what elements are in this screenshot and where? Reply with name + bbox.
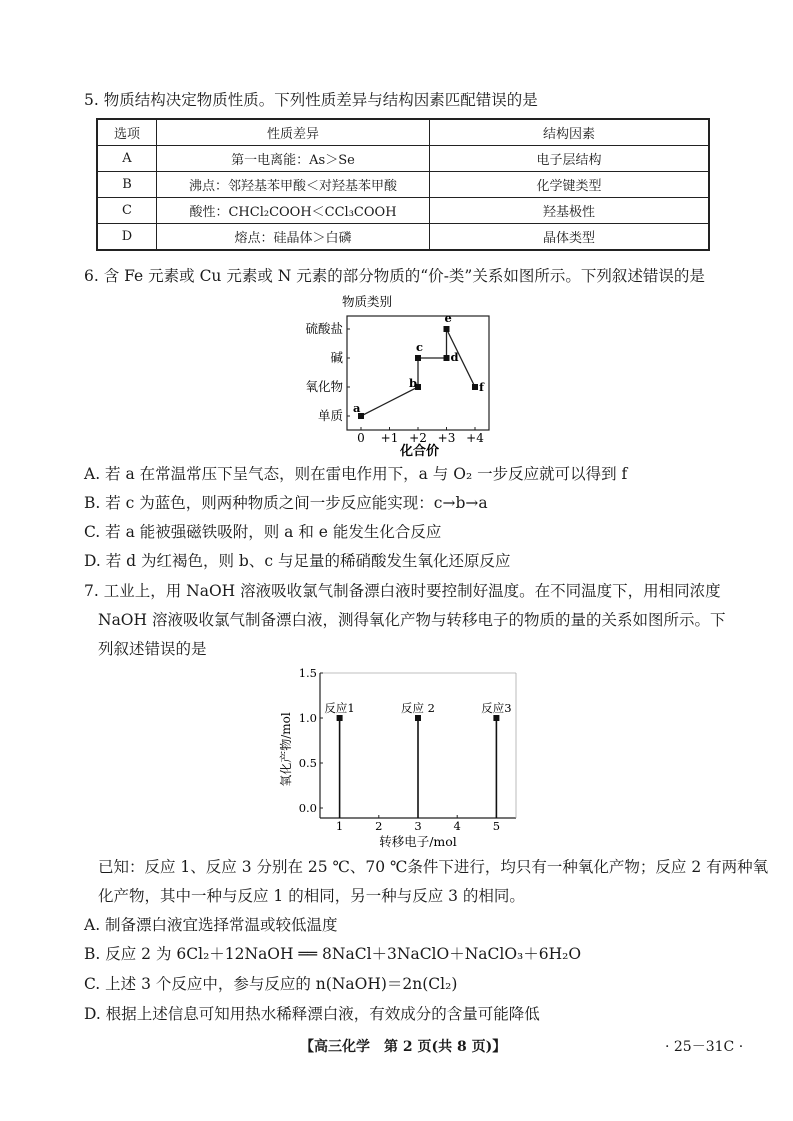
x-tick-label: 1 <box>335 819 344 833</box>
x-tick-label: 5 <box>492 819 501 833</box>
q6-option-a: A. 若 a 在常温常压下呈气态，则在雷电作用下，a 与 O₂ 一步反应就可以得到 f <box>84 465 628 483</box>
table-cell: C <box>97 198 157 224</box>
table-cell: 酸性：CHCl₂COOH＜CCl₃COOH <box>157 198 430 224</box>
oxidation-product-chart <box>270 662 530 850</box>
point-label: e <box>444 311 452 325</box>
x-axis-label: 转移电子/mol <box>379 834 457 849</box>
point-label: f <box>479 380 484 394</box>
x-tick-label: +1 <box>380 431 399 445</box>
q6-option-d: D. 若 d 为红褐色，则 b、c 与足量的稀硝酸发生氧化还原反应 <box>84 552 511 570</box>
table-header: 选项 <box>97 119 157 146</box>
table-header-row <box>97 119 709 146</box>
q7-note-line-2: 化产物，其中一种与反应 1 的相同，另一种与反应 3 的相同。 <box>98 887 525 905</box>
q6-option-c: C. 若 a 能被强磁铁吸附，则 a 和 e 能发生化合反应 <box>84 523 442 541</box>
q7-stem-line-3: 列叙述错误的是 <box>98 640 207 658</box>
x-tick-label: +4 <box>466 431 484 445</box>
y-tick-label: 0.0 <box>298 801 317 815</box>
x-tick-label: 3 <box>414 819 422 833</box>
x-tick-label: 2 <box>375 819 383 833</box>
q7-note-line-1: 已知：反应 1、反应 3 分别在 25 ℃、70 ℃条件下进行，均只有一种氧化产物；反应 2 有两种氧 <box>98 858 769 876</box>
y-tick-label: 1.5 <box>298 666 317 680</box>
point-label: d <box>450 350 459 364</box>
y-tick-label: 1.0 <box>298 711 317 725</box>
q7-option-b: B. 反应 2 为 6Cl₂＋12NaOH ══ 8NaCl＋3NaClO＋NaClO₃＋6H₂O <box>84 945 582 963</box>
bar-label: 反应1 <box>324 701 355 715</box>
point-label: b <box>409 376 418 390</box>
table-cell: 熔点：硅晶体＞白磷 <box>157 224 430 251</box>
x-tick-label: 4 <box>453 819 461 833</box>
y-tick-label: 0.5 <box>298 756 317 770</box>
data-point <box>472 384 478 390</box>
table-row <box>97 172 709 198</box>
table-cell: 晶体类型 <box>430 224 710 251</box>
q6-option-b: B. 若 c 为蓝色，则两种物质之间一步反应能实现：c→b→a <box>84 494 488 512</box>
q7-option-c: C. 上述 3 个反应中，参与反应的 n(NaOH)＝2n(Cl₂) <box>84 975 458 993</box>
footer-code: · 25－31C · <box>665 1039 744 1055</box>
x-tick-label: 0 <box>357 431 365 445</box>
table-cell: 羟基极性 <box>430 198 710 224</box>
point-label: a <box>353 401 361 415</box>
valence-class-chart <box>290 292 510 462</box>
q7-option-d: D. 根据上述信息可知用热水稀释漂白液，有效成分的含量可能降低 <box>84 1005 540 1023</box>
table-cell: B <box>97 172 157 198</box>
table-row <box>97 146 709 172</box>
data-point <box>415 355 421 361</box>
q7-option-a: A. 制备漂白液宜选择常温或较低温度 <box>84 916 338 934</box>
q5-stem: 5. 物质结构决定物质性质。下列性质差异与结构因素匹配错误的是 <box>84 91 538 109</box>
bar-label: 反应 2 <box>401 701 435 715</box>
data-point <box>444 355 450 361</box>
table-header: 性质差异 <box>157 119 430 146</box>
table-cell: 沸点：邻羟基苯甲酸＜对羟基苯甲酸 <box>157 172 430 198</box>
data-point <box>444 326 450 332</box>
table-cell: D <box>97 224 157 251</box>
y-axis-label: 氧化产物/mol <box>279 712 293 787</box>
y-tick-label: 单质 <box>317 408 343 423</box>
x-tick-label: +3 <box>437 431 456 445</box>
x-axis-label: 化合价 <box>400 444 440 459</box>
y-tick-label: 碱 <box>330 350 343 365</box>
table-header: 结构因素 <box>430 119 710 146</box>
table-cell: 化学键类型 <box>430 172 710 198</box>
table-row <box>97 198 709 224</box>
table-cell: 电子层结构 <box>430 146 710 172</box>
y-tick-label: 硫酸盐 <box>305 321 343 336</box>
bar-top-marker <box>337 715 343 721</box>
footer-page-label: 【高三化学 第 2 页(共 8 页)】 <box>300 1039 507 1055</box>
table-row <box>97 224 709 251</box>
q7-stem-line-2: NaOH 溶液吸收氯气制备漂白液，测得氧化产物与转移电子的物质的量的关系如图所示。下 <box>98 611 726 629</box>
q6-stem: 6. 含 Fe 元素或 Cu 元素或 N 元素的部分物质的“价-类”关系如图所示。下列叙述错误的是 <box>84 267 705 285</box>
x-tick-label: +2 <box>409 431 427 445</box>
table-cell: A <box>97 146 157 172</box>
point-label: c <box>416 340 424 354</box>
bar-top-marker <box>493 715 499 721</box>
q7-stem-line-1: 7. 工业上，用 NaOH 溶液吸收氯气制备漂白液时要控制好温度。在不同温度下，用相同浓度 <box>84 582 721 600</box>
bar-label: 反应3 <box>481 701 512 715</box>
bar-top-marker <box>415 715 421 721</box>
table-cell: 第一电离能：As＞Se <box>157 146 430 172</box>
q5-table <box>96 118 710 251</box>
y-tick-label: 氧化物 <box>305 379 343 394</box>
y-axis-label: 物质类别 <box>342 294 393 309</box>
